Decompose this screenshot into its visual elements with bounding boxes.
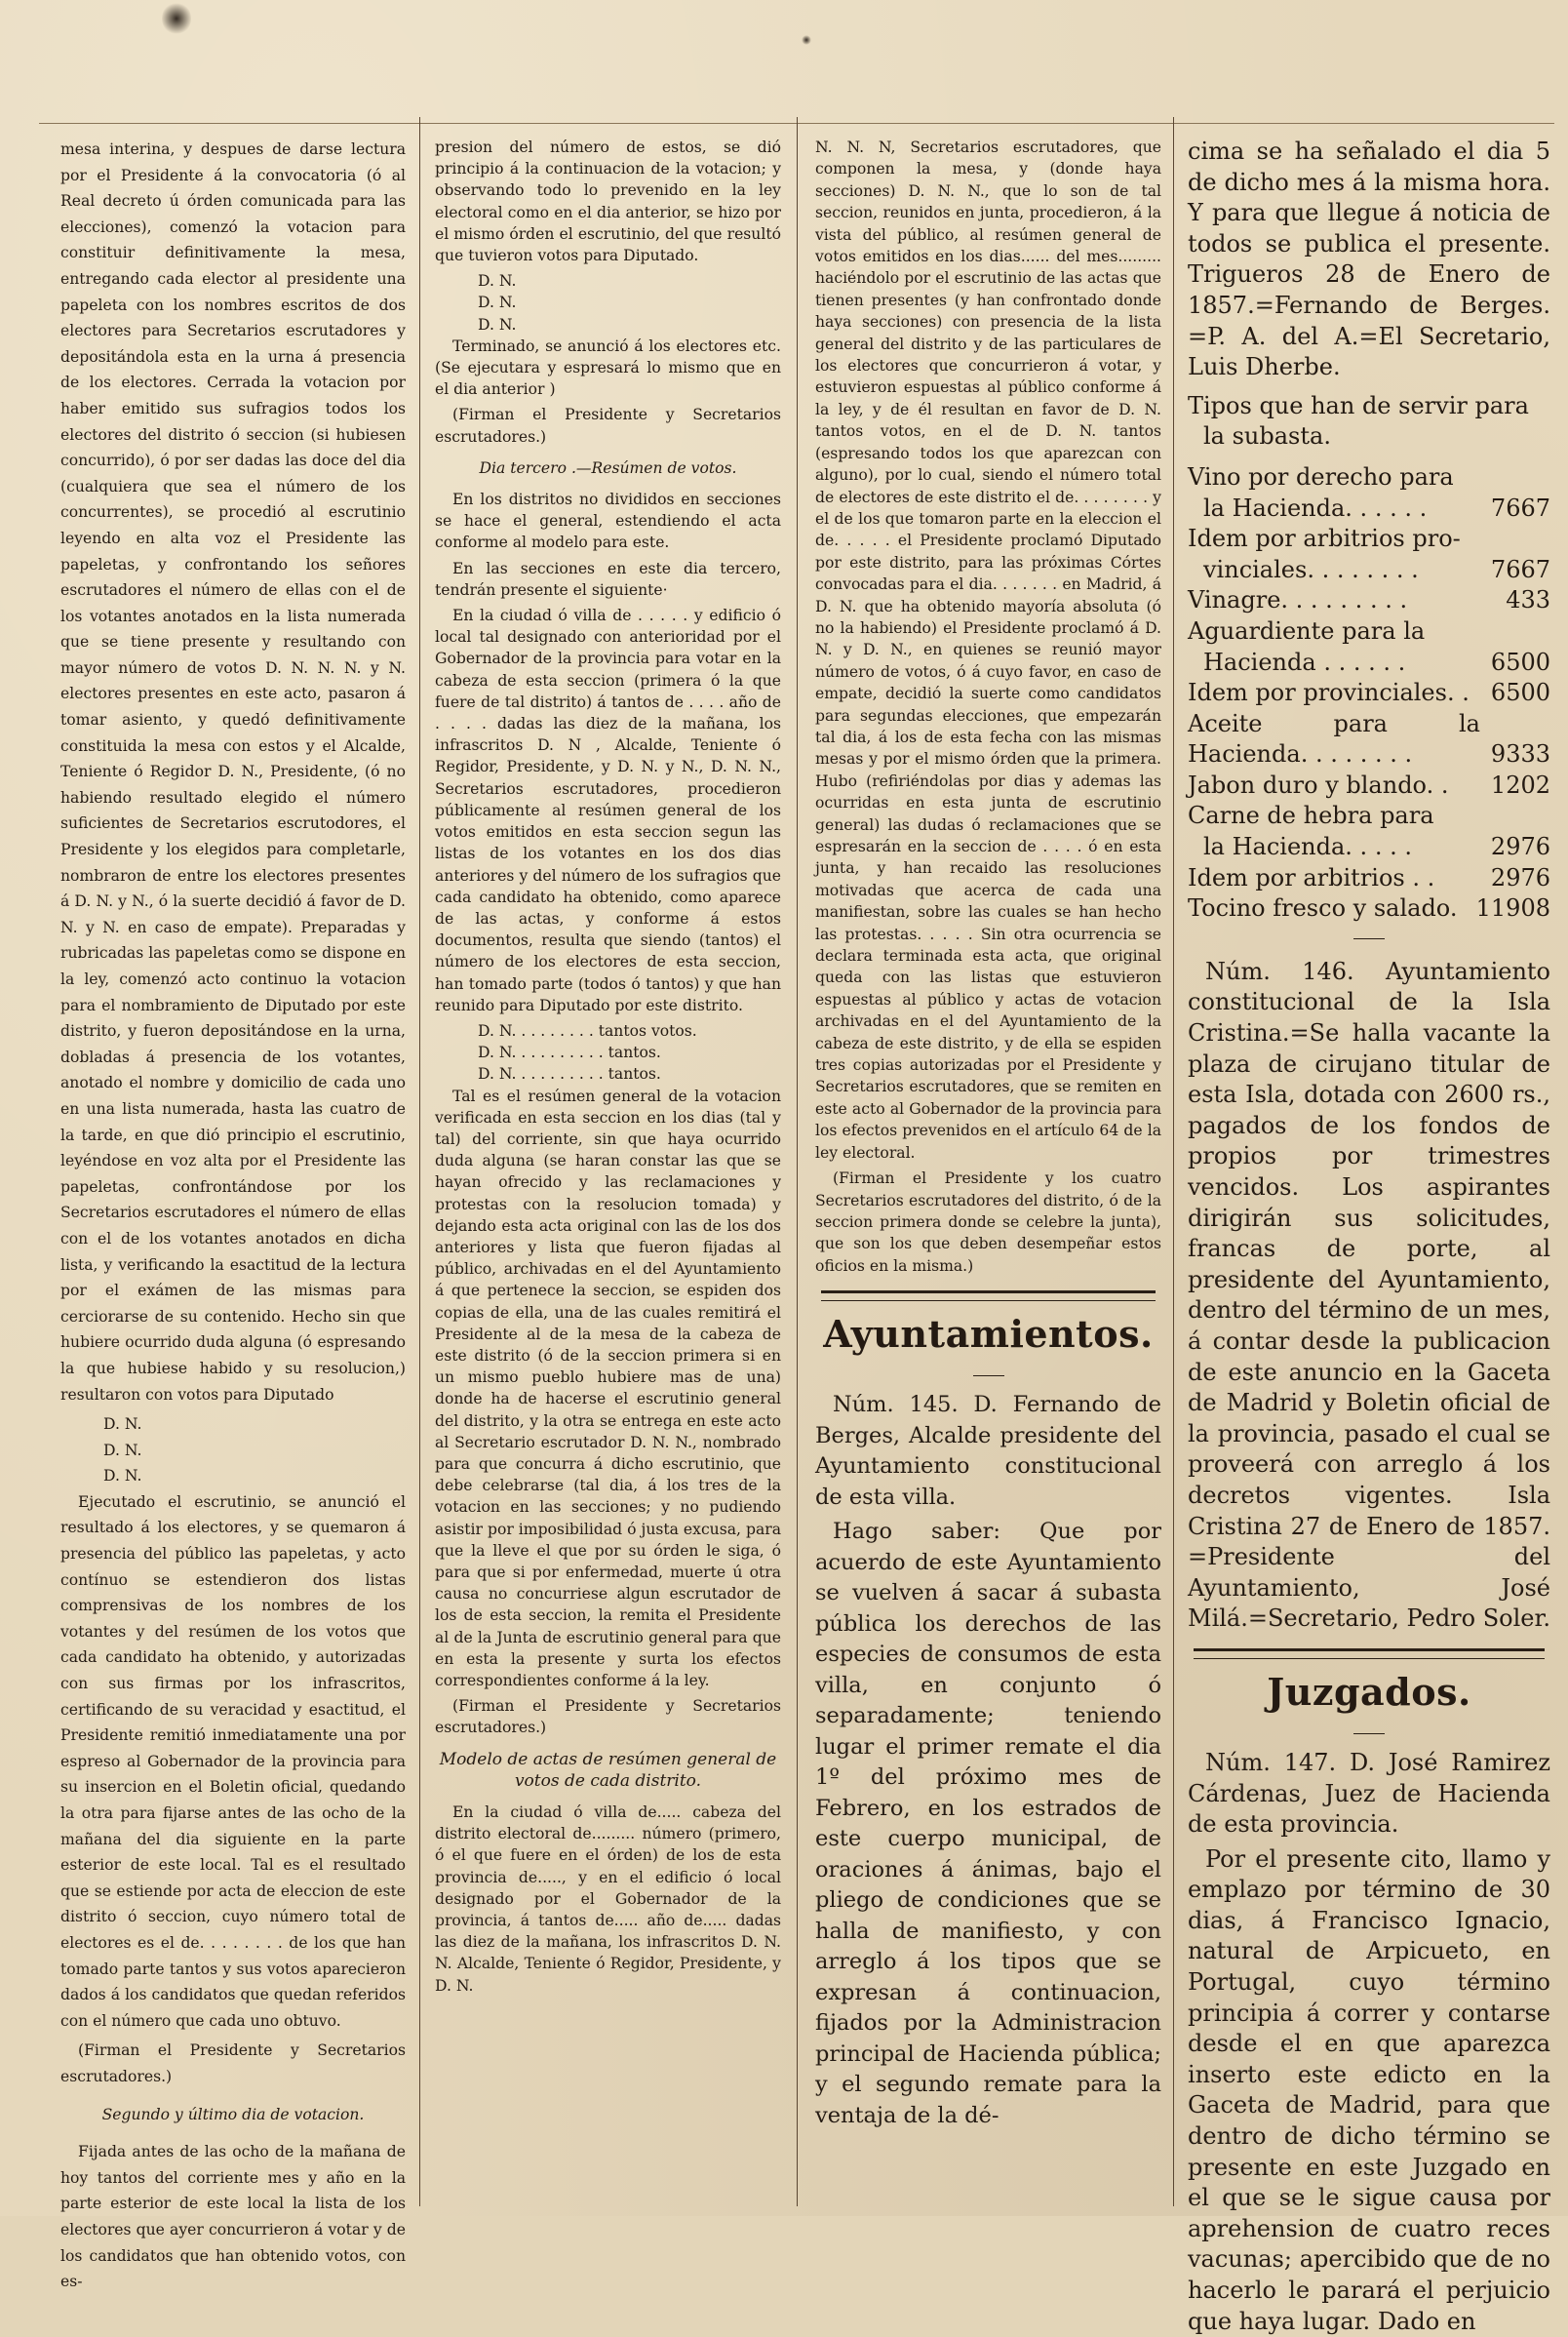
col3-notice-145-title: Núm. 145. D. Fernando de Berges, Alcalde presidente del Ayuntamiento constitucional de esta villa. (815, 1392, 1161, 1510)
ink-blot-top (162, 2, 191, 35)
col2-candidate-2: D. N. (478, 294, 517, 312)
price-item-value: 2976 (1490, 863, 1550, 891)
price-item-label: Idem por arbitrios pro- (1188, 525, 1461, 553)
price-item-value: 11908 (1475, 894, 1550, 923)
col2-candidate-1: D. N. (478, 272, 517, 291)
price-item-label: la Hacienda. . . . . (1203, 833, 1412, 861)
price-item-label: Carne de hebra para (1188, 802, 1434, 830)
section-separator-2 (1194, 1648, 1545, 1659)
col1-paragraph-1: mesa interina, y despues de darse lectura por el Presidente á la convocatoria (ó al Real decreto ú órden comunicada para las elecciones), comenzó la votacion para constituir definitivamente la mesa, entregando cada elector al presidente una papeleta con los nombres escritos de dos electores para Secretarios escrutadores y depositándola esta en la urna á presencia de los electores. Cerrada la votacion por haber emitido sus sufragios todos los electores del distrito ó seccion (si hubiesen concurrido), ó por ser dadas las doce del dia (cualquiera que sea el número de los concurrentes), se procedió al escrutinio leyendo en alta voz el Presidente las papeletas, y confrontando los señores escrutadores el número de ellas con el de los votantes anotados en la lista numerada que se tiene presente y resultando con mayor número de votos D. N. N. N. y N. electores presentes en este acto, pasaron á tomar asiento, y quedó definitivamente constituida la mesa con estos y el Alcalde, Teniente ó Regidor D. N., Presidente, (ó no habiendo resultado elegido el número suficientes de Secretarios escrutodores, el Presidente y los elegidos para completarle, nombraron de entre los electores presentes á D. N. y N., ó la suerte decidió á favor de D. N. y N. en caso de empate). Preparadas y rubricadas las papeletas como se dispone en la ley, comenzó acto continuo la votacion para el nombramiento de Diputado por este distrito, y fueron depositándose en la urna, dobladas á presencia de los votantes, anotado el nombre y domicilio de cada uno en una lista numerada, hasta las cuatro de la tarde, en que dió principio el escrutinio, leyéndose en voz alta por el Presidente las papeletas, confrontándose por los Secretarios escrutadores el número de ellas con el de los votantes anotados en dicha lista, y verificando la esactitud de la lectura por el exámen de las mismas para cerciorarse de su contenido. Hecho sin que hubiere ocurrido duda alguna (ó espresando la que hubiese habido y su resolucion,) resultaron con votos para Diputado (60, 140, 406, 1404)
price-item-value: 6500 (1490, 648, 1550, 676)
price-row-label (1188, 524, 1550, 555)
price-row (1188, 648, 1550, 679)
col2-signature-note-1: (Firman el Presidente y Secretarios escrutadores.) (435, 406, 781, 446)
col2-paragraph-5: En la ciudad ó villa de . . . . . y edificio ó local tal designado con anterioridad por el Gobernador de la provincia para votar en la cabeza de esta seccion (primera ó la que fuere de tal distrito) á tantos de . . . . año de . . . . dadas las diez de la mañana, los infrascritos D. N , Alcalde, Teniente ó Regidor, Presidente, y D. N. y N., D. N. N., Secretarios escrutadores, procedieron públicamente al resúmen general de los votos emitidos en esta seccion segun las listas de los votantes en los dos dias anteriores y del número de los sufragios que cada candidato ha obtenido, como aparece de las actas, y conforme á estos documentos, resulta que siendo (tantos) el número de los electores de esta seccion, han tomado parte (todos ó tantos) y que han reunido para Diputado por este distrito. (435, 607, 781, 1014)
col1-candidate-3: D. N. (103, 1467, 142, 1485)
heading-dash-2 (1353, 1733, 1385, 1734)
price-item-label: vinciales. . . . . . . . (1203, 555, 1419, 583)
column-4 (1188, 137, 1550, 2335)
col2-signature-note-2: (Firman el Presidente y Secretarios escrutadores.) (435, 1697, 781, 1737)
col2-subheading-1: Dia tercero .—Resúmen de votos. (479, 458, 737, 477)
col4-paragraph-1: cima se ha señalado el dia 5 de dicho mes á la misma hora. Y para que llegue á noticia de todos se publica el presente. Trigueros 28 de Enero de 1857.=Fernando de Berges. =P. A. del A.=El Secretario, Luis Dherbe. (1188, 138, 1550, 381)
price-item-value: 433 (1506, 586, 1550, 614)
column-1 (60, 137, 406, 2291)
col2-paragraph-3: En los distritos no divididos en secciones se hace el general, estendiendo el acta conforme al modelo para este. (435, 491, 781, 552)
heading-dash-1 (973, 1375, 1004, 1376)
col2-vote-line-3: D. N. . . . . . . . . . tantos. (478, 1065, 661, 1084)
price-item-label: Idem por arbitrios . . (1188, 863, 1435, 891)
section-separator-1 (821, 1290, 1156, 1301)
price-item-value: 6500 (1490, 679, 1550, 707)
price-item-label: Tocino fresco y salado. (1188, 894, 1458, 923)
col3-paragraph-1: N. N. N, Secretarios escrutadores, que componen la mesa, y (donde haya secciones) D. N. N., que lo son de tal seccion, reunidos en junta, procedieron, á la vista del público, al resúmen general de votos emitidos en los dias...... del mes......... haciéndolo por el escrutinio de las actas que tienen presentes (y han confrontado donde haya secciones) con presencia de la lista general del distrito y de las particulares de los electores que concurrieron á votar, y estuvieron espuestas al público conforme á la ley, y de él resultan en favor de D. N. tantos votos, en el de D. N. tantos (espresando todos los que aparezcan con alguno), por lo cual, siendo el número total de electores de este distrito el de. . . . . . . . y el de los que tomaron parte en la eleccion el de. . . . . el Presidente proclamó Diputado por este distrito, para las próximas Córtes convocadas para el dia. . . . . . . en Madrid, á D. N. que ha obtenido mayoría absoluta (ó no la habiendo) el Presidente proclamó á D. N. y D. N., en quienes se reunió mayor número de votos, ó á cuyo favor, en caso de empate, decidió la suerte como candidatos para segundas elecciones, que empezarán tal dia, á los de esta fecha con las mismas mesas y por el mismo órden que la primera. Hubo (refiriéndolas por dias y ademas las ocurridas en esta junta de escrutinio general) las dudas ó reclamaciones que se espresarán en la seccion de . . . . ó en esta junta, y han recaido las resoluciones motivadas que acerca de cada una manifiestan, sobre las cuales se han hecho las protestas. . . . . Sin otra ocurrencia se declara terminada esta acta, que original queda con las listas que estuvieron espuestas al público y actas de votacion archivadas en el del Ayuntamiento de la cabeza de este distrito, y de ella se espiden tres copias autorizadas por el Presidente y Secretarios escrutadores, que se remiten en este acto al Gobernador de la provincia para los efectos prevenidos en el artículo 64 de la ley electoral. (815, 139, 1161, 1162)
price-row (1188, 863, 1550, 894)
col2-vote-line-1: D. N. . . . . . . . . tantos votos. (478, 1021, 697, 1040)
price-row (1188, 709, 1550, 771)
price-item-label: Vino por derecho para (1188, 462, 1454, 491)
col1-signature-note: (Firman el Presidente y Secretarios escrutadores.) (60, 2041, 406, 2085)
col1-subheading: Segundo y último dia de votacion. (101, 2105, 365, 2123)
price-item-label: Jabon duro y blando. . (1188, 771, 1449, 799)
col2-paragraph-2: Terminado, se anunció á los electores etc. (Se ejecutara y espresará lo mismo que en el dia anterior ) (435, 337, 781, 399)
price-heading-line-2: la subasta. (1203, 422, 1331, 451)
price-row (1188, 832, 1550, 863)
col2-paragraph-7: En la ciudad ó villa de..... cabeza del distrito electoral de......... número (primero, ó el que fuere en el órden) de los de esta provincia de....., y en el edificio ó local designado por el Gobernador de la provincia, á tantos de..... año de..... dadas las diez de la mañana, los infrascritos D. N. N. Alcalde, Teniente ó Regidor, Presidente, y D. N. (435, 1803, 781, 1995)
col2-vote-line-2: D. N. . . . . . . . . . tantos. (478, 1044, 661, 1062)
price-heading-line-1: Tipos que han de servir para (1188, 391, 1529, 419)
column-3 (815, 137, 1161, 2208)
price-item-value: 1202 (1490, 771, 1550, 799)
price-item-value: 7667 (1490, 494, 1550, 522)
col1-paragraph-2: Ejecutado el escrutinio, se anunció el resultado á los electores, y se quemaron á presencia del público las papeletas, y acto contínuo se estendieron dos listas comprensivas de los nombres de los votantes y del resúmen de los votos que cada candidato ha obtenido, y autorizadas con sus firmas por los infrascritos, certificando de su veracidad y esactitud, el Presidente remitió inmediatamente una por espreso al Gobernador de la provincia para su insercion en el Boletin oficial, quedando la otra para fijarse antes de las ocho de la mañana del dia siguiente en la parte esterior de este local. Tal es el resultado que se estiende por acta de eleccion de este distrito ó seccion, cuyo número total de electores es el de. . . . . . . . de los que han tomado parte tantos y sus votos aparecieron dados á los candidatos que quedan referidos con el número que cada uno obtuvo. (60, 1492, 406, 2030)
col2-paragraph-4: En las secciones en este dia tercero, tendrán presente el siguiente· (435, 559, 781, 599)
column-rule-2 (797, 117, 798, 2206)
price-row (1188, 678, 1550, 709)
price-row (1188, 494, 1550, 525)
col3-notice-145-body: Hago saber: Que por acuerdo de este Ayuntamiento se vuelven á sacar á subasta pública los derechos de las especies de consumos de esta villa, en conjunto ó separadamente; teniendo lugar el primer remate el dia 1º del próximo mes de Febrero, en los estrados de este cuerpo municipal, de oraciones á ánimas, bajo el pliego de condiciones que se halla de manifiesto, y con arreglo á los tipos que se expresan á continuacion, fijados por la Administracion principal de Hacienda pública; y el segundo remate para la ventaja de la dé- (815, 1519, 1161, 2128)
col3-signature-note: (Firman el Presidente y los cuatro Secretarios escrutadores del distrito, ó de la seccion primera donde se celebre la junta), que son los que deben desempeñar estos oficios en la misma.) (815, 1169, 1161, 1275)
price-row (1188, 555, 1550, 586)
price-item-label: Vinagre. . . . . . . . . (1188, 586, 1408, 614)
column-rule-1 (419, 117, 420, 2206)
section-heading-juzgados: Juzgados. (1267, 1669, 1471, 1714)
price-item-label: Hacienda . . . . . . (1203, 648, 1406, 676)
price-row-label (1188, 462, 1550, 494)
col4-notice-147-title: Núm. 147. D. José Ramirez Cárdenas, Juez de Hacienda de esta provincia. (1188, 1748, 1550, 1839)
price-item-label: Aguardiente para la (1188, 616, 1426, 645)
price-item-label: Aceite para la Hacienda. . . . . . . . (1188, 709, 1480, 769)
column-rule-3 (1173, 117, 1174, 2206)
price-item-value: 2976 (1490, 833, 1550, 861)
ink-blot-mid (802, 35, 811, 45)
price-table-heading (1188, 391, 1550, 453)
col1-candidate-2: D. N. (103, 1441, 142, 1459)
price-row-label (1188, 616, 1550, 648)
price-table (1188, 462, 1550, 925)
price-row (1188, 771, 1550, 802)
section-heading-ayuntamientos: Ayuntamientos. (823, 1312, 1154, 1357)
price-item-value: 7667 (1490, 555, 1550, 583)
price-table-dash (1353, 938, 1385, 939)
price-row (1188, 585, 1550, 616)
price-row (1188, 893, 1550, 925)
col1-candidate-1: D. N. (103, 1415, 142, 1434)
col2-paragraph-1: presion del número de estos, se dió principio á la continuacion de la votacion; y observando todo lo prevenido en la ley electoral como en el dia anterior, se hizo por el mismo órden el escrutinio, del que resultó que tuvieron votos para Diputado. (435, 139, 781, 265)
col1-paragraph-3: Fijada antes de las ocho de la mañana de hoy tantos del corriente mes y año en la parte esterior de este local la lista de los electores que ayer concurrieron á votar y de los candidatos que han obtenido votos, con es- (60, 2143, 406, 2291)
col2-subheading-2: Modelo de actas de resúmen general de votos de cada distrito. (439, 1749, 777, 1791)
price-item-label: Idem por provinciales. . (1188, 679, 1470, 707)
price-row-label (1188, 801, 1550, 832)
price-item-value: 9333 (1490, 740, 1550, 769)
col2-candidate-3: D. N. (478, 315, 517, 334)
col4-notice-146: Núm. 146. Ayuntamiento constitucional de la Isla Cristina.=Se halla vacante la plaza de cirujano titular de esta Isla, dotada con 2600 rs., pagados de los fondos de propios por trimestres vencidos. Los aspirantes dirigirán sus solicitudes, francas de porte, al presidente del Ayuntamiento, dentro del término de un mes, á contar desde la publicacion de este anuncio en la Gaceta de Madrid y Boletin oficial de la provincia, pasado el cual se proveerá con arreglo á los decretos vigentes. Isla Cristina 27 de Enero de 1857. =Presidente del Ayuntamiento, José Milá.=Secretario, Pedro Soler. (1188, 957, 1550, 1633)
col4-notice-147-body: Por el presente cito, llamo y emplazo por término de 30 dias, á Francisco Ignacio, natural de Arpicueto, en Portugal, cuyo término principia á correr y contarse desde el en que aparezca inserto este edicto en la Gaceta de Madrid, para que dentro de dicho término se presente en este Juzgado en el que se le sigue causa por aprehension de cuatro reces vacunas; apercibido que de no hacerlo le parará el perjuicio que haya lugar. Dado en (1188, 1844, 1550, 2335)
price-item-label: la Hacienda. . . . . . (1203, 494, 1428, 522)
col2-paragraph-6: Tal es el resúmen general de la votacion verificada en esta seccion en los dias (tal y tal) del corriente, sin que haya ocurrido duda alguna (se haran constar las que se hayan ofrecido y las reclamaciones y protestas con la resolucion tomada) y dejando esta acta original con las de los dos anteriores y lista que fueron fijadas al público, archivadas en el del Ayuntamiento á que pertenece la seccion, se espiden dos copias de ella, una de las cuales remitirá el Presidente al de la mesa de la cabeza de este distrito (ó de la seccion primera si en un mismo pueblo hubiere mas de una) donde ha de hacerse el escrutinio general del distrito, y la otra se entrega en este acto al Secretario escrutador D. N. N., nombrado para que concurra á dicho escrutinio, que debe celebrarse (tal dia, á los tres de la votacion en las secciones; y no pudiendo asistir por imposibilidad ó justa excusa, para que la lleve el que por su órden le siga, ó para que si por enfermedad, muerte ú otra causa no concurriese algun escrutador de los de esta seccion, la remita el Presidente al de la Junta de escrutinio general para que en esta la presente y surta los efectos correspondientes conforme á la ley. (435, 1087, 781, 1690)
column-2 (435, 137, 781, 2208)
